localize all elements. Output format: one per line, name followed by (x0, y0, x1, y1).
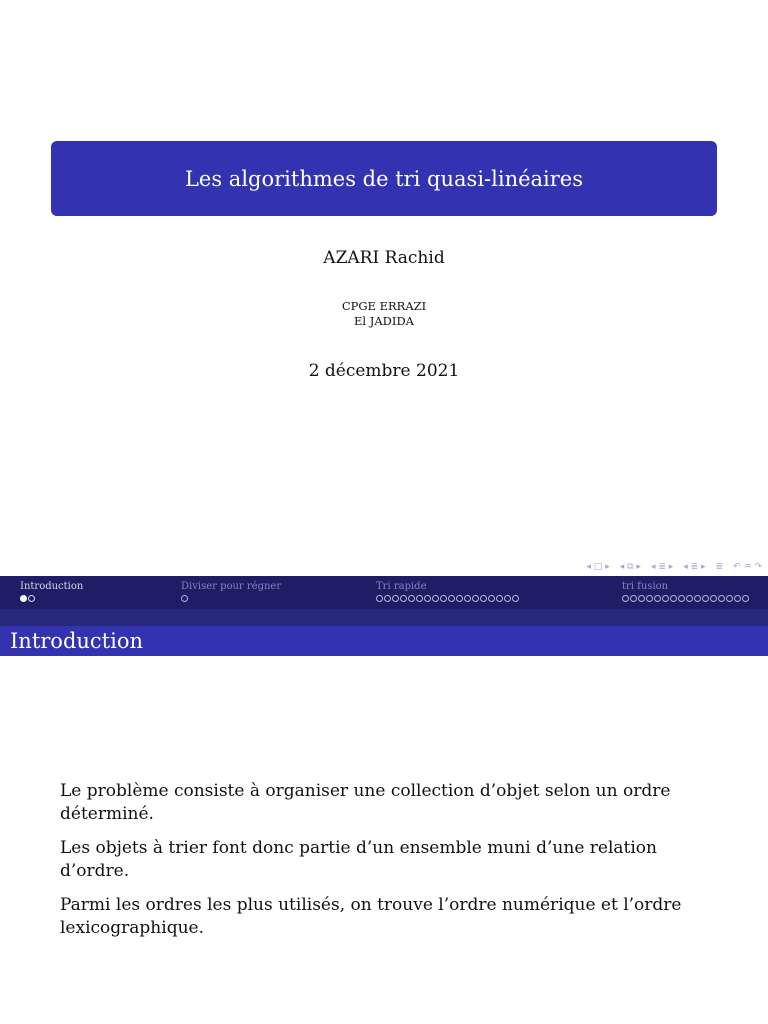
search-back-forward-icon[interactable]: ↶ ♒ ↷ (733, 562, 762, 572)
frame-dot[interactable] (392, 595, 399, 602)
frame-dot[interactable] (28, 595, 35, 602)
nav-section-tri-rapide[interactable] (376, 581, 519, 602)
institution-line-2: El JADIDA (354, 314, 414, 328)
frame-dot[interactable] (424, 595, 431, 602)
frame-dot[interactable] (734, 595, 741, 602)
nav-section-label[interactable]: Introduction (20, 581, 84, 592)
frame-dot[interactable] (181, 595, 188, 602)
frame-dot[interactable] (686, 595, 693, 602)
frame-dot[interactable] (384, 595, 391, 602)
presentation-date: 2 décembre 2021 (308, 361, 460, 381)
frame-dot[interactable] (464, 595, 471, 602)
frame-dot[interactable] (646, 595, 653, 602)
nav-section-label[interactable]: Diviser pour régner (181, 581, 282, 592)
frame-dot[interactable] (20, 595, 27, 602)
nav-section-label[interactable]: Tri rapide (376, 581, 427, 592)
frame-dot[interactable] (504, 595, 511, 602)
frame-dot[interactable] (496, 595, 503, 602)
frame-dot[interactable] (416, 595, 423, 602)
document-nav-icon[interactable]: ◂ ≣ ▸ (683, 562, 706, 572)
presentation-title: Les algorithmes de tri quasi-linéaires (51, 141, 717, 216)
subsection-strip (0, 609, 768, 626)
frame-dot[interactable] (638, 595, 645, 602)
frame-dot[interactable] (488, 595, 495, 602)
institution-line-1: CPGE ERRAZI (341, 299, 427, 313)
author-name: AZARI Rachid (323, 248, 445, 268)
frame-dot[interactable] (694, 595, 701, 602)
frame-body (60, 780, 720, 951)
section-navigation-bar (0, 576, 768, 609)
frame-dot[interactable] (726, 595, 733, 602)
frame-dot[interactable] (408, 595, 415, 602)
nav-section-introduction[interactable] (20, 581, 83, 602)
frame-dot[interactable] (630, 595, 637, 602)
frame-title: Introduction (0, 626, 768, 656)
frame-dot[interactable] (440, 595, 447, 602)
frame-dot[interactable] (376, 595, 383, 602)
nav-section-diviser[interactable] (181, 581, 281, 602)
section-nav-icon[interactable]: ◂ ≣ ▸ (650, 562, 674, 572)
frame-dot[interactable] (678, 595, 685, 602)
nav-section-dots (20, 595, 83, 602)
frame-nav-icon[interactable]: ◂ □ ▸ (586, 562, 610, 572)
nav-section-dots (181, 595, 281, 602)
appendix-nav-icon[interactable]: ≣ (715, 562, 724, 572)
frame-dot[interactable] (480, 595, 487, 602)
frame-dot[interactable] (662, 595, 669, 602)
nav-section-dots (376, 595, 519, 602)
frame-dot[interactable] (742, 595, 749, 602)
frame-dot[interactable] (718, 595, 725, 602)
frame-dot[interactable] (448, 595, 455, 602)
subsection-nav-icon[interactable]: ◂ ⧉ ▸ (619, 562, 641, 572)
frame-dot[interactable] (654, 595, 661, 602)
paragraph: Les objets à trier font donc partie d’un ensemble muni d’une relation d’ordre. (60, 838, 657, 881)
frame-dot[interactable] (456, 595, 463, 602)
frame-dot[interactable] (702, 595, 709, 602)
frame-dot[interactable] (400, 595, 407, 602)
beamer-navigation-symbols (587, 561, 763, 573)
frame-dot[interactable] (512, 595, 519, 602)
paragraph: Parmi les ordres les plus utilisés, on trouve l’ordre numérique et l’ordre lexicographique. (60, 895, 682, 938)
nav-section-dots (622, 595, 749, 602)
nav-section-label[interactable]: tri fusion (622, 581, 669, 592)
paragraph: Le problème consiste à organiser une collection d’objet selon un ordre déterminé. (60, 781, 671, 824)
frame-dot[interactable] (432, 595, 439, 602)
frame-dot[interactable] (710, 595, 717, 602)
frame-dot[interactable] (670, 595, 677, 602)
nav-section-tri-fusion[interactable] (622, 581, 749, 602)
institution (0, 299, 768, 329)
frame-dot[interactable] (472, 595, 479, 602)
frame-dot[interactable] (622, 595, 629, 602)
